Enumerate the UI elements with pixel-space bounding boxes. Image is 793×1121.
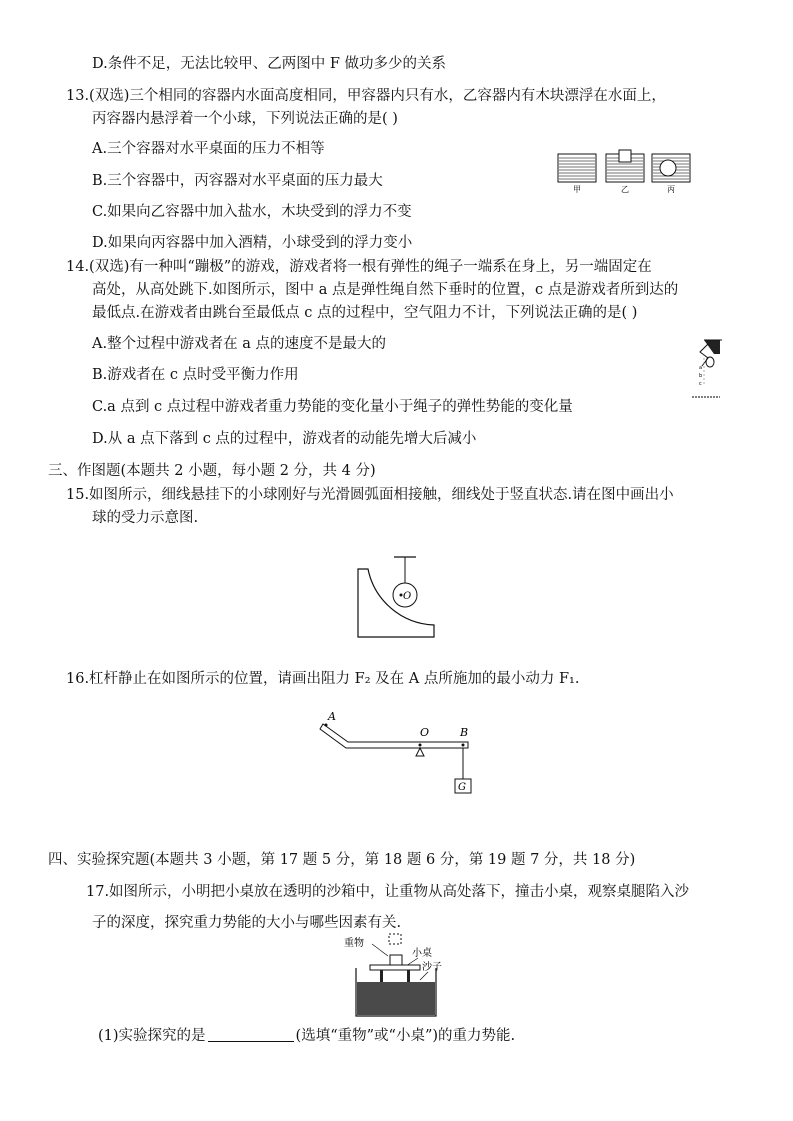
q17-sub1-prefix: (1)实验探究的是	[98, 1028, 206, 1044]
q14-stem-line3: 最低点.在游戏者由跳台至最低点 c 点的过程中，空气阻力不计，下列说法正确的是( )	[92, 305, 638, 321]
q14-option-c: C.a 点到 c 点过程中游戏者重力势能的变化量小于绳子的弹性势能的变化量	[92, 399, 573, 415]
q14-option-a: A.整个过程中游戏者在 a 点的速度不是最大的	[92, 336, 386, 352]
q17-sub1-answer-blank[interactable]	[208, 1027, 294, 1042]
label-b: B	[460, 726, 469, 739]
q17-sub1	[98, 1027, 515, 1045]
small-table-top	[370, 965, 420, 970]
label-sand: 沙子	[422, 962, 442, 973]
q15-ball-arc-figure	[358, 555, 438, 640]
q12-option-d: D.条件不足，无法比较甲、乙两图中 F 做功多少的关系	[92, 56, 446, 72]
q16-lever-figure	[320, 712, 480, 802]
q16-stem: 16.杠杆静止在如图所示的位置，请画出阻力 F₂ 及在 A 点所施加的最小动力 F₁.	[66, 671, 580, 687]
q17-stem-line1: 17.如图所示，小明把小桌放在透明的沙箱中，让重物从高处落下，撞击小桌，观察桌腿陷入沙	[86, 884, 690, 900]
label-g: G	[458, 782, 466, 793]
label-table: 小桌	[412, 948, 432, 959]
label-a: A	[328, 710, 336, 723]
q13-option-b: B.三个容器中，丙容器对水平桌面的压力最大	[92, 173, 383, 189]
label-c: c	[699, 381, 702, 387]
label-yi: 乙	[621, 185, 629, 194]
q14-stem-line2: 高处，从高处跳下.如图所示，图中 a 点是弹性绳自然下垂时的位置，c 点是游戏者所到达的	[92, 282, 679, 298]
q13-option-d: D.如果向丙容器中加入酒精，小球受到的浮力变小	[92, 235, 413, 251]
section-4-title: 四、实验探究题(本题共 3 小题，第 17 题 5 分，第 18 题 6 分，第 19 题 7 分，共 18 分)	[48, 852, 636, 868]
label-o: O	[420, 726, 430, 739]
q15-stem-line1: 15.如图所示，细线悬挂下的小球刚好与光滑圆弧面相接触，细线处于竖直状态.请在图中画出小	[66, 487, 674, 503]
container-yi	[606, 150, 644, 182]
container-bing	[652, 154, 690, 182]
label-weight: 重物	[344, 938, 364, 949]
q17-sub1-suffix: (选填“重物”或“小桌”)的重力势能.	[295, 1028, 516, 1044]
q17-sandbox-figure	[340, 930, 460, 1020]
weight-start-position	[389, 934, 401, 944]
q17-stem-line2: 子的深度，探究重力势能的大小与哪些因素有关.	[92, 915, 402, 931]
label-jia: 甲	[573, 185, 581, 194]
label-b: b	[699, 373, 703, 379]
q14-bungee-figure	[690, 336, 726, 402]
floating-wood-block	[619, 150, 631, 162]
q13-stem-line2: 丙容器内悬浮着一个小球，下列说法正确的是( )	[92, 111, 398, 127]
q13-option-c: C.如果向乙容器中加入盐水，木块受到的浮力不变	[92, 204, 412, 220]
sand	[357, 982, 435, 1015]
q13-stem-line1: 13.(双选)三个相同的容器内水面高度相同，甲容器内只有水，乙容器内有木块漂浮在水面上，	[66, 88, 666, 104]
q15-stem-line2: 球的受力示意图.	[92, 510, 199, 526]
q13-option-a: A.三个容器对水平桌面的压力不相等	[92, 141, 325, 157]
lever-bar	[320, 724, 468, 748]
q14-option-d: D.从 a 点下落到 c 点的过程中，游戏者的动能先增大后减小	[92, 431, 477, 447]
q14-stem-line1: 14.(双选)有一种叫“蹦极”的游戏，游戏者将一根有弹性的绳子一端系在身上，另一端固定在	[66, 259, 652, 275]
fulcrum	[416, 748, 424, 756]
label-bing: 丙	[667, 185, 675, 194]
label-o: O	[403, 591, 412, 602]
suspended-ball	[660, 160, 676, 176]
weight-block	[390, 955, 402, 965]
label-a: a	[699, 365, 703, 371]
q13-containers-figure	[556, 140, 706, 195]
container-jia	[558, 154, 596, 182]
section-3-title: 三、作图题(本题共 2 小题，每小题 2 分，共 4 分)	[48, 463, 376, 479]
q14-option-b: B.游戏者在 c 点时受平衡力作用	[92, 367, 299, 383]
